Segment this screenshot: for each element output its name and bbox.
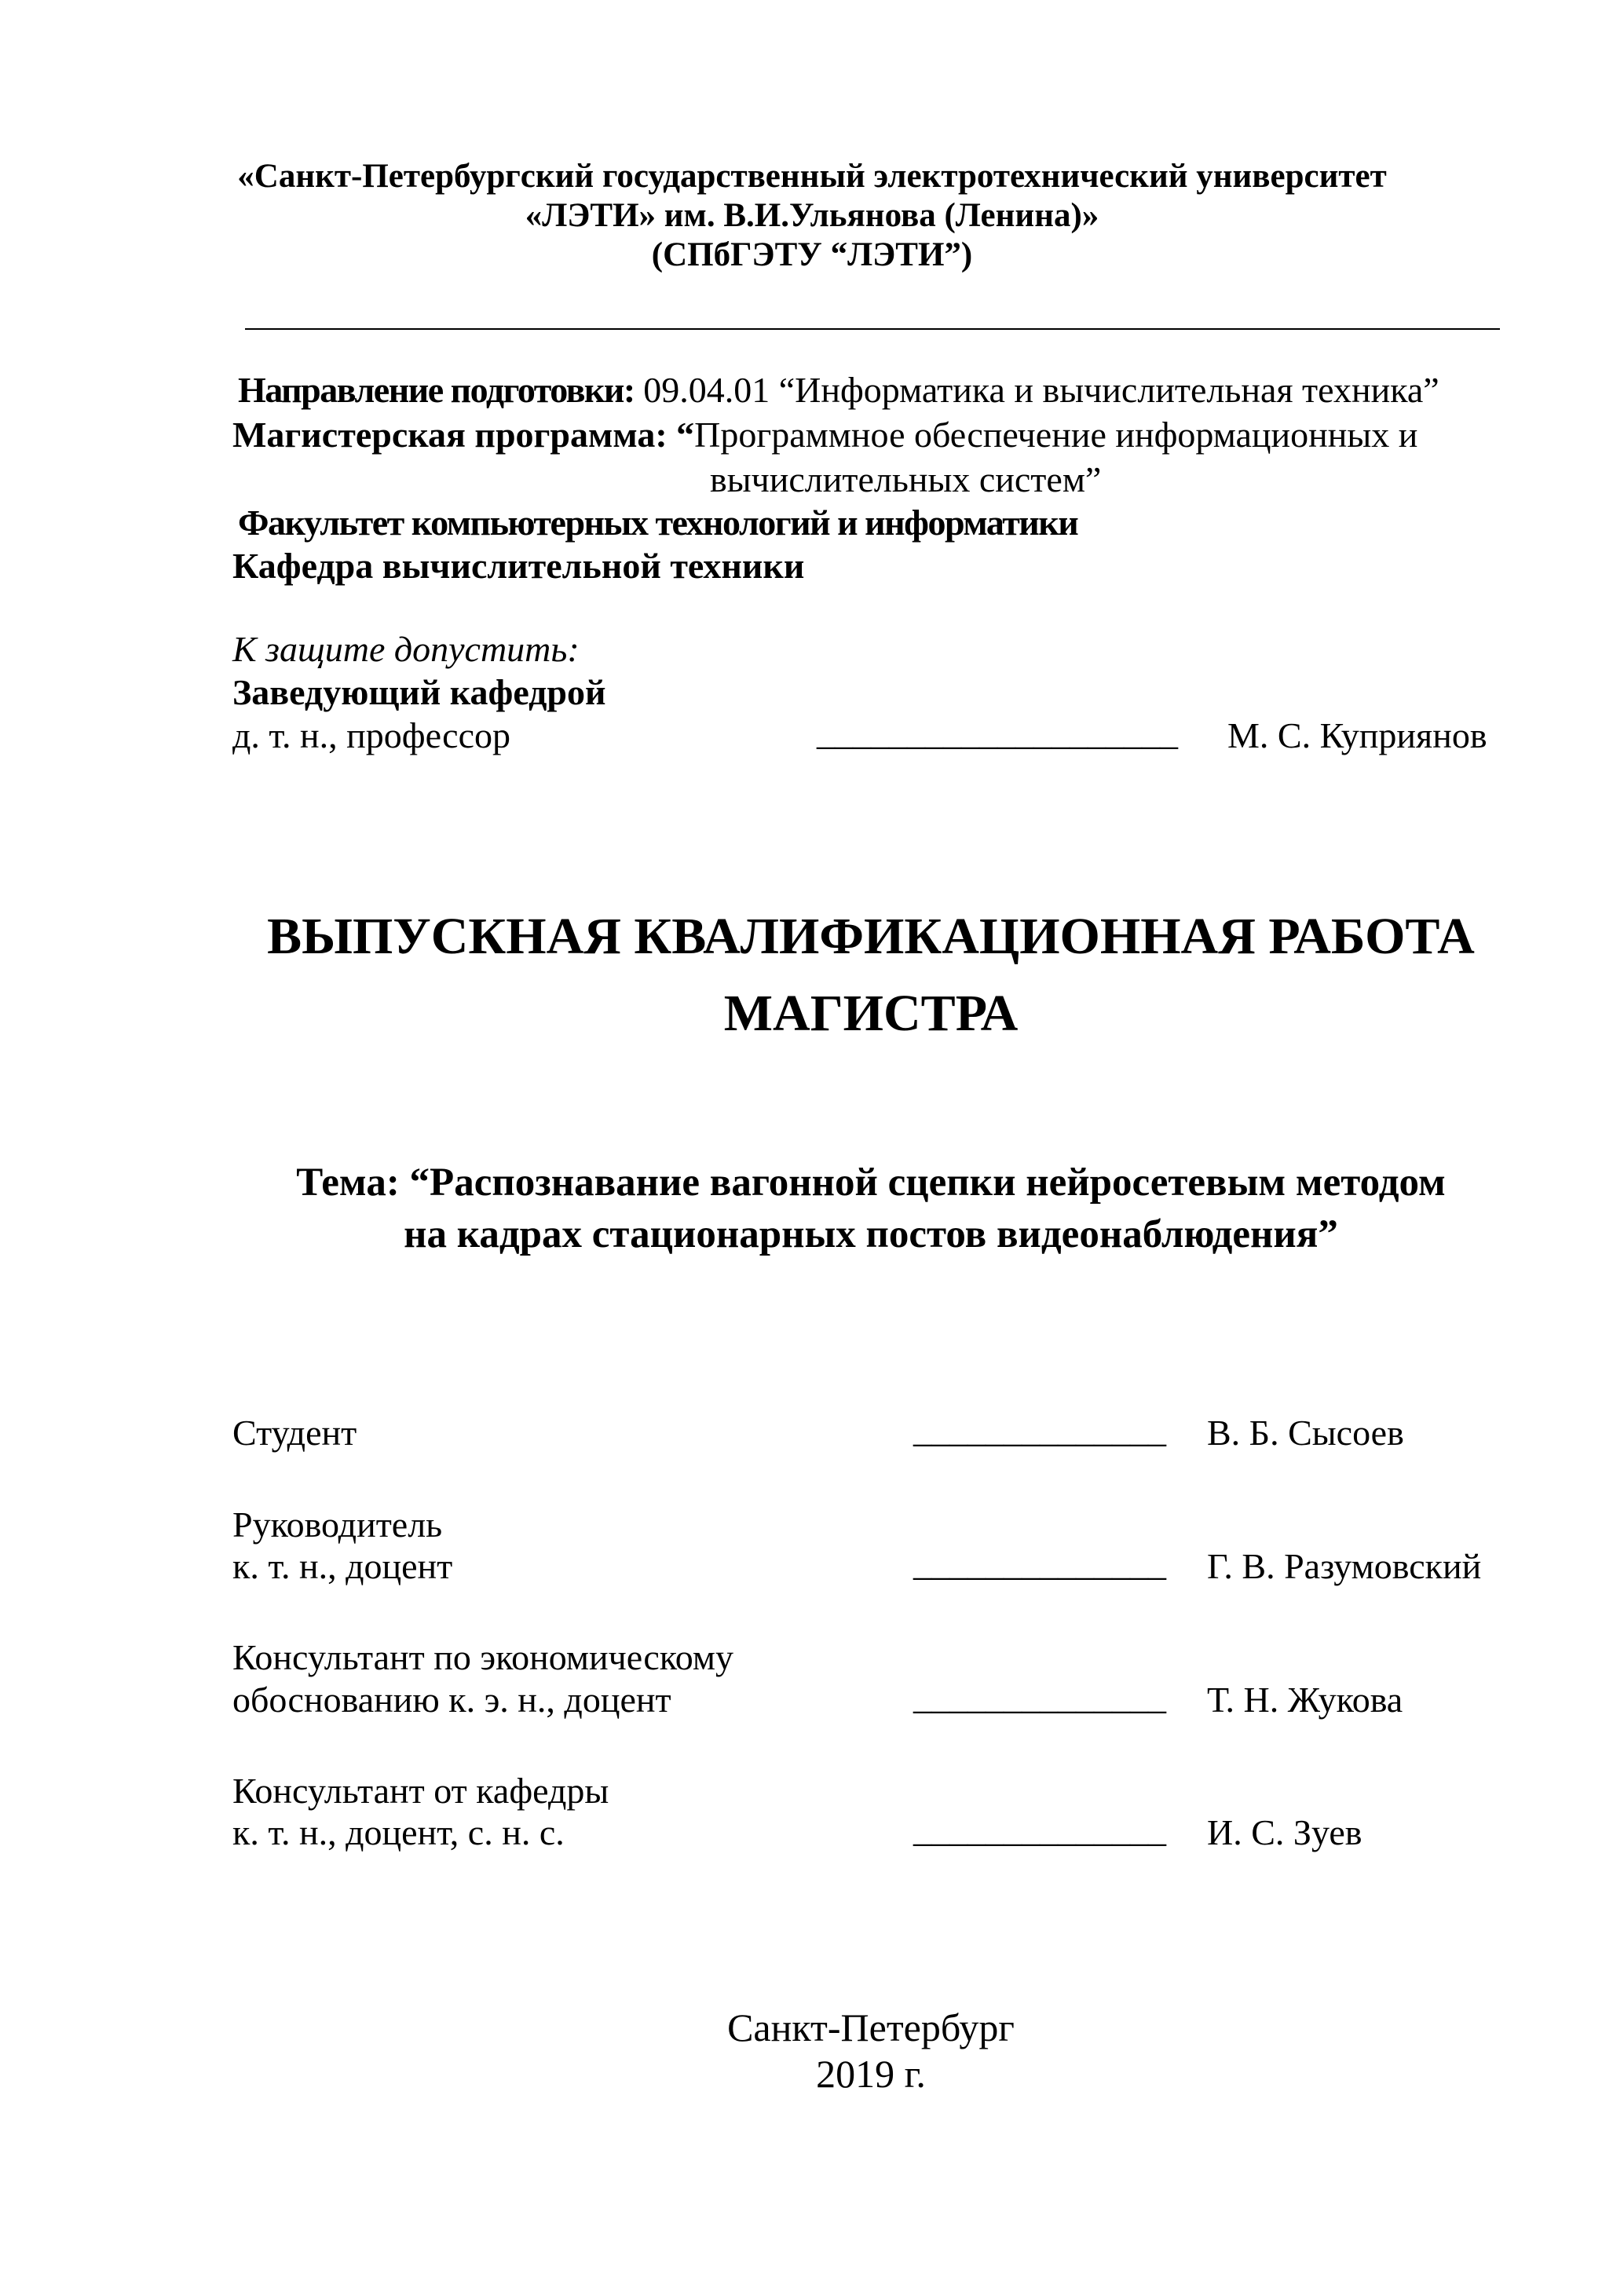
city: Санкт-Петербург bbox=[727, 2005, 1015, 2049]
economics-consultant-name: Т. Н. Жукова bbox=[1207, 1680, 1403, 1720]
student-signature-line: ______________ bbox=[913, 1409, 1166, 1450]
year: 2019 г. bbox=[816, 2052, 926, 2096]
university-short-name: (СПбГЭТУ “ЛЭТИ”) bbox=[651, 236, 973, 273]
supervisor-signature-line: ______________ bbox=[913, 1543, 1166, 1583]
department-consultant-signature-line: ______________ bbox=[913, 1809, 1166, 1849]
topic-line1: Тема: “Распознавание вагонной сцепки нейросетевым методом bbox=[296, 1161, 1446, 1205]
approval-label: К защите допустить: bbox=[232, 629, 580, 669]
department-consultant-degree: к. т. н., доцент, с. н. с. bbox=[232, 1812, 565, 1852]
economics-consultant-signature-line: ______________ bbox=[913, 1676, 1166, 1717]
direction-label: Направление подготовки: bbox=[238, 370, 635, 410]
supervisor-degree: к. т. н., доцент bbox=[232, 1546, 453, 1586]
university-name-line1: «Санкт-Петербургский государственный электротехнический университет bbox=[237, 158, 1387, 195]
department-consultant-name: И. С. Зуев bbox=[1207, 1812, 1362, 1852]
approval-signature-line: ____________________ bbox=[817, 712, 1178, 752]
approval-role: Заведующий кафедрой bbox=[232, 672, 606, 712]
master-program-row bbox=[232, 414, 1417, 455]
student-role: Студент bbox=[232, 1413, 357, 1453]
work-title-line1: ВЫПУСКНАЯ КВАЛИФИКАЦИОННАЯ РАБОТА bbox=[267, 908, 1475, 965]
master-program-label: Магистерская программа: “ bbox=[232, 415, 695, 455]
economics-consultant-role: Консультант по экономическому bbox=[232, 1637, 733, 1677]
university-name-line2: «ЛЭТИ» им. В.И.Ульянова (Ленина)» bbox=[525, 197, 1099, 234]
approval-name: М. С. Куприянов bbox=[1227, 715, 1487, 755]
economics-consultant-degree: обоснованию к. э. н., доцент bbox=[232, 1680, 671, 1720]
faculty: Факультет компьютерных технологий и информатики bbox=[238, 503, 1078, 543]
supervisor-name: Г. В. Разумовский bbox=[1207, 1546, 1482, 1586]
work-title-line2: МАГИСТРА bbox=[723, 985, 1019, 1042]
department-consultant-role: Консультант от кафедры bbox=[232, 1771, 609, 1811]
direction-row bbox=[238, 369, 1439, 411]
topic-line2: на кадрах стационарных постов видеонаблюдения” bbox=[404, 1212, 1338, 1256]
master-program-value: Программное обеспечение информационных и bbox=[694, 415, 1418, 455]
department: Кафедра вычислительной техники bbox=[232, 546, 805, 586]
direction-value: 09.04.01 “Информатика и вычислительная техника” bbox=[634, 370, 1439, 410]
approval-degree: д. т. н., профессор bbox=[232, 715, 510, 755]
master-program-value-line2: вычислительных систем” bbox=[710, 459, 1102, 499]
student-name: В. Б. Сысоев bbox=[1207, 1413, 1404, 1453]
header-divider bbox=[245, 328, 1500, 330]
supervisor-role: Руководитель bbox=[232, 1504, 443, 1545]
